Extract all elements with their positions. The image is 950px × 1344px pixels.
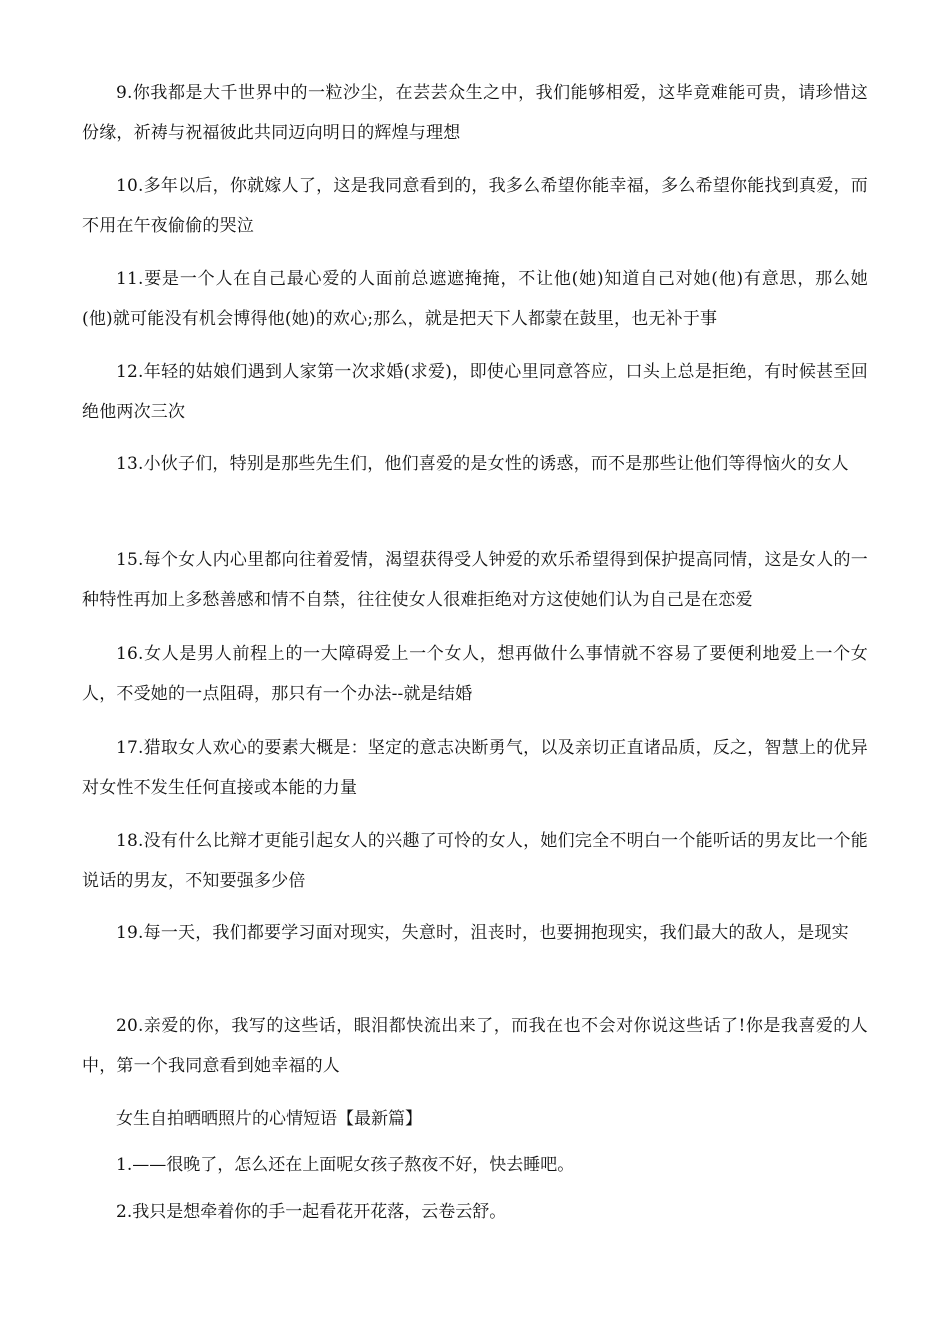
paragraph-18: 18.没有什么比辩才更能引起女人的兴趣了可怜的女人，她们完全不明白一个能听话的男友比一个能说话的男友，不知要强多少倍 [82,831,868,891]
paragraph-19: 19.每一天，我们都要学习面对现实，失意时，沮丧时，也要拥抱现实，我们最大的敌人，是现实 [116,923,849,943]
paragraph-20: 20.亲爱的你，我写的这些话，眼泪都快流出来了，而我在也不会对你说这些话了!你是我喜爱的人中，第一个我同意看到她幸福的人 [82,1016,868,1076]
paragraph-10: 10.多年以后，你就嫁人了，这是我同意看到的，我多么希望你能幸福，多么希望你能找到真爱，而不用在午夜偷偷的哭泣 [82,176,868,236]
paragraph-13: 13.小伙子们，特别是那些先生们，他们喜爱的是女性的诱惑，而不是那些让他们等得恼火的女人 [116,454,849,474]
paragraph-9: 9.你我都是大千世界中的一粒沙尘，在芸芸众生之中，我们能够相爱，这毕竟难能可贵，请珍惜这份缘，祈祷与祝福彼此共同迈向明日的辉煌与理想 [82,83,868,143]
paragraph-15: 15.每个女人内心里都向往着爱情，渴望获得受人钟爱的欢乐希望得到保护提高同情，这是女人的一种特性再加上多愁善感和情不自禁，往往使女人很难拒绝对方这使她们认为自己是在恋爱 [82,550,868,610]
paragraph-11: 11.要是一个人在自己最心爱的人面前总遮遮掩掩，不让他(她)知道自己对她(他)有意思，那么她(他)就可能没有机会博得他(她)的欢心;那么，就是把天下人都蒙在鼓里，也无补于事 [82,269,868,329]
section-heading: 女生自拍晒晒照片的心情短语【最新篇】 [116,1109,422,1129]
paragraph-16: 16.女人是男人前程上的一大障碍爱上一个女人，想再做什么事情就不容易了要便利地爱上一个女人，不受她的一点阻碍，那只有一个办法--就是结婚 [82,644,868,704]
paragraph-12: 12.年轻的姑娘们遇到人家第一次求婚(求爱)，即使心里同意答应，口头上总是拒绝，有时候甚至回绝他两次三次 [82,362,868,422]
section-item-2: 2.我只是想牵着你的手一起看花开花落，云卷云舒。 [116,1202,507,1222]
section-item-1: 1.——很晚了，怎么还在上面呢女孩子熬夜不好，快去睡吧。 [116,1155,575,1175]
paragraph-17: 17.猎取女人欢心的要素大概是：坚定的意志决断勇气，以及亲切正直诸品质，反之，智慧上的优异对女性不发生任何直接或本能的力量 [82,738,868,798]
